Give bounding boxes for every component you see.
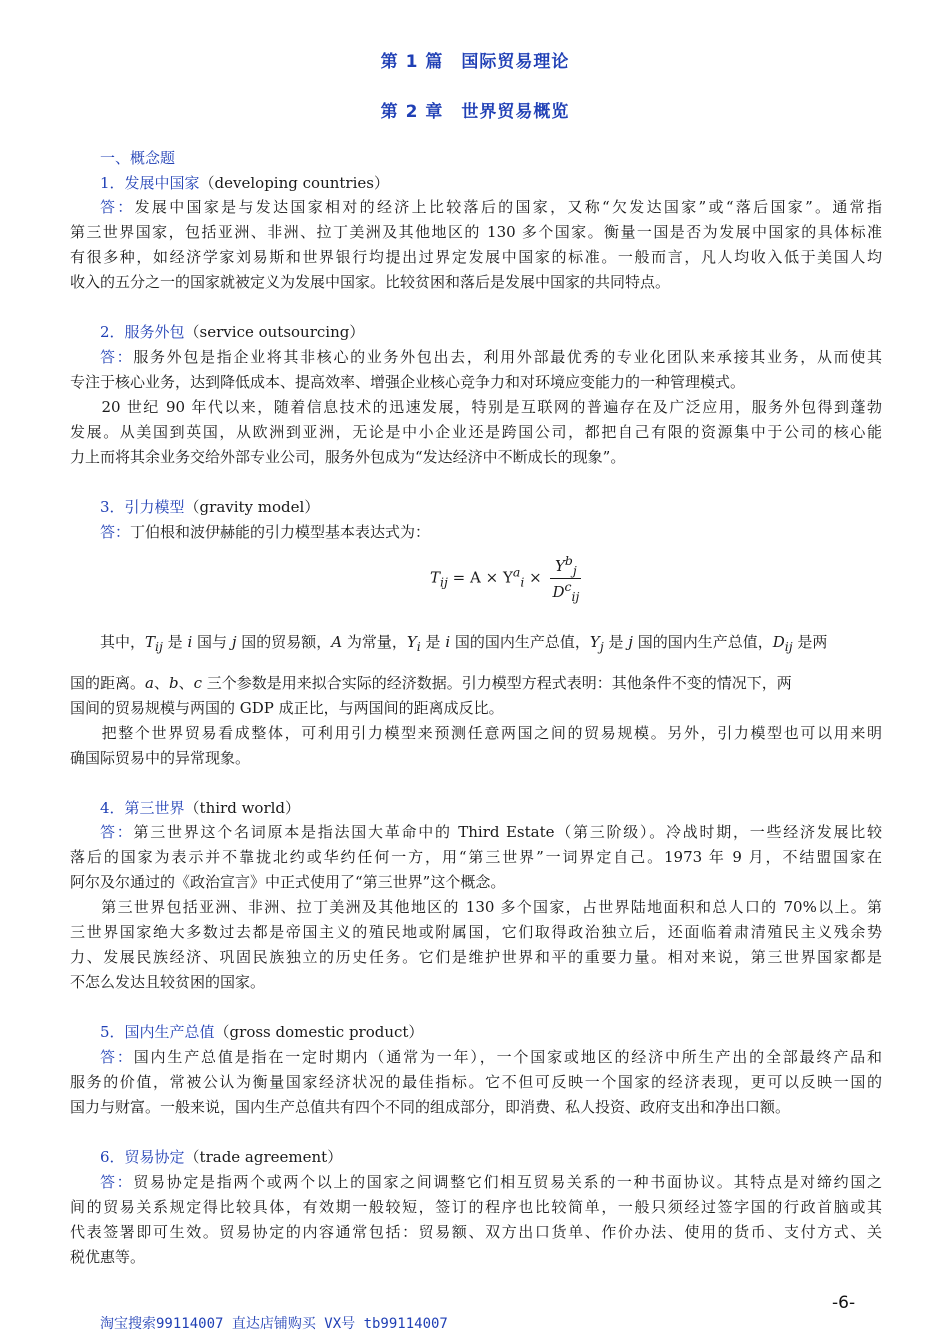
term-4-heading xyxy=(100,796,912,820)
variable-sub: i xyxy=(416,639,421,654)
part-title: 第 1 篇 国际贸易理论 xyxy=(380,52,570,72)
text: 是 xyxy=(162,633,188,651)
section-heading: 一、概念题 xyxy=(100,149,176,167)
paragraph-text: 第三世界这个名词原本是指法国大革命中的 Third Estate（第三阶级）。冷战时期，一些经济发展比较 xyxy=(133,823,882,841)
term-1-english: （developing countries） xyxy=(199,174,389,192)
gravity-formula xyxy=(430,553,581,604)
paragraph-text: 丁伯根和波伊赫能的引力模型基本表达式为： xyxy=(130,523,431,541)
variable: D xyxy=(772,633,785,651)
variable: b xyxy=(168,674,179,692)
term-4-line-2: 落后的国家为表示并不靠拢北约或华约任何一方，用“第三世界”一词界定自己。1973 年 9 月，不结盟国家在 xyxy=(70,848,882,866)
chapter-title: 第 2 章 世界贸易概览 xyxy=(380,102,570,122)
term-3-line-3: 国间的贸易规模与两国的 GDP 成正比，与两国间的距离成反比。 xyxy=(70,699,504,717)
term-4-line-3: 阿尔及尔通过的《政治宣言》中正式使用了“第三世界”这个概念。 xyxy=(70,873,506,891)
term-6-english: （trade agreement） xyxy=(184,1148,343,1166)
formula-subscript: j xyxy=(572,563,577,578)
variable-sub: ij xyxy=(784,639,793,654)
term-4-line-4: 第三世界包括亚洲、非洲、拉丁美洲及其他地区的 130 多个国家，占世界陆地面积和总人口的 70%以上。第 xyxy=(85,898,882,916)
formula-denominator xyxy=(550,579,581,604)
term-1-title: 1．发展中国家 xyxy=(100,174,200,192)
formula-symbol: D xyxy=(552,583,565,601)
text: 是两 xyxy=(792,633,828,651)
formula-symbol: Y xyxy=(555,557,565,575)
term-3-line-2 xyxy=(70,671,882,695)
term-3-explain xyxy=(100,630,882,659)
term-3-line-4: 把整个世界贸易看成整体，可利用引力模型来预测任意两国之间的贸易规模。另外，引力模型也可以用来明 xyxy=(85,724,882,742)
term-5-heading xyxy=(100,1020,912,1044)
text: 三个参数是用来拟合实际的经济数据。引力模型方程式表明：其他条件不变的情况下，两 xyxy=(202,674,792,692)
text: 国的国内生产总值， xyxy=(632,633,773,651)
term-3-line-1 xyxy=(100,520,912,544)
answer-label: 答： xyxy=(100,1173,134,1191)
term-6-line-1 xyxy=(100,1170,882,1194)
answer-label: 答： xyxy=(100,198,135,216)
text: 国的距离。 xyxy=(70,674,146,692)
term-5-english: （gross domestic product） xyxy=(214,1023,424,1041)
formula-superscript: a xyxy=(512,564,521,580)
term-4-line-7: 不怎么发达且较贫困的国家。 xyxy=(70,973,266,991)
term-6-line-4: 税优惠等。 xyxy=(70,1248,146,1266)
term-5-title: 5．国内生产总值 xyxy=(100,1023,215,1041)
term-3-line-5: 确国际贸易中的异常现象。 xyxy=(70,749,251,767)
variable: c xyxy=(193,674,203,692)
variable: i xyxy=(187,633,193,651)
term-2-line-2: 专注于核心业务，达到降低成本、提高效率、增强企业核心竞争力和对环境应变能力的一种管理模式。 xyxy=(70,373,746,391)
variable-sub: ij xyxy=(155,639,163,654)
paragraph-text: 发展中国家是与发达国家相对的经济上比较落后的国家，又称“欠发达国家”或“落后国家”。通常指 xyxy=(134,198,882,216)
formula-subscript: ij xyxy=(440,574,448,590)
text: 国的贸易额， xyxy=(236,633,332,651)
formula-subscript: i xyxy=(520,574,525,590)
answer-label: 答： xyxy=(100,1048,134,1066)
formula-subscript: ij xyxy=(571,589,580,604)
term-4-line-6: 力、发展民族经济、巩固民族独立的历史任务。它们是维护世界和平的重要力量。相对来说，第三世界国家都是 xyxy=(70,948,882,966)
term-4-line-1 xyxy=(100,820,882,844)
term-2-line-5: 力上而将其余业务交给外部专业公司，服务外包成为“发达经济中不断成长的现象”。 xyxy=(70,448,626,466)
term-3-heading xyxy=(100,495,912,519)
variable: Y xyxy=(589,633,600,651)
term-1-heading xyxy=(100,171,912,195)
term-3-title: 3．引力模型 xyxy=(100,498,185,516)
term-4-english: （third world） xyxy=(184,799,301,817)
term-3-english: （gravity model） xyxy=(184,498,320,516)
formula-superscript: b xyxy=(564,553,573,568)
term-1-line-2: 第三世界国家，包括亚洲、非洲、拉丁美洲及其他地区的 130 多个国家。衡量一国是否为发展中国家的具体标准 xyxy=(70,223,882,241)
term-2-line-4: 发展。从美国到英国，从欧洲到亚洲，无论是中小企业还是跨国公司，都把自己有限的资源集中于公司的核心能 xyxy=(70,423,882,441)
variable: i xyxy=(445,633,451,651)
paragraph-text: 国内生产总值是指在一定时期内（通常为一年），一个国家或地区的经济中所生产出的全部最终产品和 xyxy=(133,1048,882,1066)
term-6-title: 6．贸易协定 xyxy=(100,1148,185,1166)
text: 、 xyxy=(178,674,194,692)
variable-sub: j xyxy=(599,639,604,654)
text: 国的国内生产总值， xyxy=(450,633,590,651)
term-2-title: 2．服务外包 xyxy=(100,323,185,341)
term-6-line-3: 代表签署即可生效。贸易协定的内容通常包括：贸易额、双方出口货单、作价办法、使用的货币、支付方式、关 xyxy=(70,1223,882,1241)
formula-fraction xyxy=(550,553,581,604)
formula-superscript: c xyxy=(564,579,572,594)
variable: A xyxy=(331,633,343,651)
paragraph-text: 贸易协定是指两个或两个以上的国家之间调整它们相互贸易关系的一种书面协议。其特点是对缔约国之 xyxy=(133,1173,882,1191)
text: 国与 xyxy=(192,633,232,651)
formula-operator: × xyxy=(529,568,542,587)
variable: j xyxy=(628,633,633,651)
term-4-line-5: 三世界国家绝大多数过去都是帝国主义的殖民地或附属国，它们取得政治独立后，还面临着肃清殖民主义残余势 xyxy=(70,923,882,941)
paragraph-text: 服务外包是指企业将其非核心的业务外包出去，利用外部最优秀的专业化团队来承接其业务，从而使其 xyxy=(133,348,882,366)
term-1-line-1 xyxy=(100,195,882,219)
text: 是 xyxy=(603,633,629,651)
variable: Y xyxy=(406,633,417,651)
term-5-line-1 xyxy=(100,1045,882,1069)
term-2-line-1 xyxy=(100,345,882,369)
term-5-line-3: 国力与财富。一般来说，国内生产总值共有四个不同的组成部分，即消费、私人投资、政府支出和净出口额。 xyxy=(70,1098,791,1116)
variable: a xyxy=(145,674,154,692)
variable: j xyxy=(231,633,237,651)
answer-label: 答： xyxy=(100,823,134,841)
formula-symbol: T xyxy=(430,568,441,587)
term-2-line-3: 20 世纪 90 年代以来，随着信息技术的迅速发展，特别是互联网的普遍存在及广泛应用，服务外包得到蓬勃 xyxy=(85,398,882,416)
term-4-title: 4．第三世界 xyxy=(100,799,185,817)
answer-label: 答： xyxy=(100,348,134,366)
term-5-line-2: 服务的价值，常被公认为衡量国家经济状况的最佳指标。它不但可反映一个国家的经济表现，更可以反映一国的 xyxy=(70,1073,882,1091)
page-number: -6- xyxy=(832,1293,856,1313)
formula-numerator xyxy=(550,553,581,579)
text: 是 xyxy=(420,633,446,651)
term-1-line-3: 有很多种，如经济学家刘易斯和世界银行均提出过界定发展中国家的标准。一般而言，凡人均收入低于美国人均 xyxy=(70,248,882,266)
text: 其中， xyxy=(100,633,146,651)
variable: T xyxy=(145,633,156,651)
footer-watermark: 淘宝搜索99114007 直达店铺购买 VX号 tb99114007 xyxy=(100,1316,448,1332)
term-1-line-4: 收入的五分之一的国家就被定义为发展中国家。比较贫困和落后是发展中国家的共同特点。 xyxy=(70,273,671,291)
term-2-heading xyxy=(100,320,912,344)
text: 为常量， xyxy=(342,633,407,651)
formula-text: = A × Y xyxy=(452,568,513,587)
term-6-line-2: 间的贸易关系规定得比较具体，有效期一般较短，签订的程序也比较简单，一般只须经过签字国的行政首脑或其 xyxy=(70,1198,882,1216)
term-6-heading xyxy=(100,1145,912,1169)
text: 、 xyxy=(153,674,169,692)
term-2-english: （service outsourcing） xyxy=(184,323,365,341)
answer-label: 答： xyxy=(100,523,131,541)
